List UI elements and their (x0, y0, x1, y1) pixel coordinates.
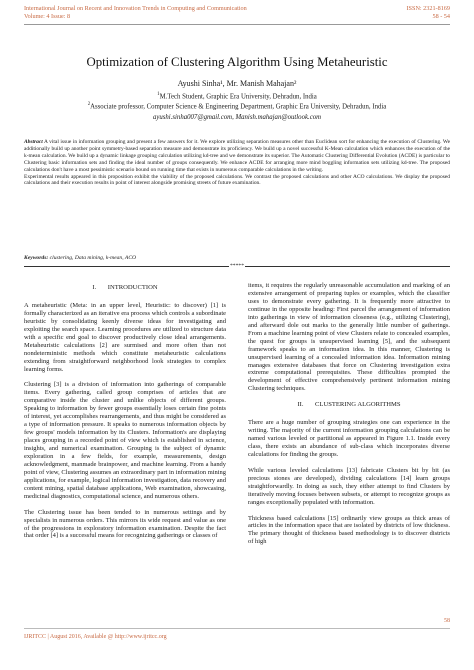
page-range: 58 - 54 (432, 13, 450, 20)
left-paragraph: A metaheuristic (Meta: in an upper level, Heuristic: to discover) [1] is formally characterized as an iterative era process which controls a subordinate heuristic by consolidating keenly diverse ideas for investigating and exploiting the search space. Learning procedures are utilized to structure data with a specific end goal to discover productively close ideal arrangements. Metaheuristic calculations [2] are surmised and more often than not nondeterministic methods which constitute metaheuristic calculations extending from straightforward neighborhood look strategies to complex learning forms. (24, 301, 226, 373)
affiliation-1 (0, 92, 474, 100)
section-heading-introduction: I. INTRODUCTION (92, 284, 158, 291)
journal-volume: Volume: 4 Issue: 8 (24, 13, 71, 20)
journal-name: International Journal on Recent and Innovation Trends in Computing and Communication (24, 5, 247, 12)
separator-stars: ***** (230, 263, 244, 269)
page-number: 58 (444, 618, 450, 624)
keywords-label: Keywords: (24, 255, 49, 261)
abstract-label: Abstract (24, 139, 43, 145)
abstract-paragraph-1 (24, 139, 450, 174)
keywords-text: clustering, Data mining, k-mean, ACO (49, 255, 137, 261)
left-column (24, 282, 226, 548)
author-list: Ayushi Sinha¹, Mr. Manish Mahajan² (177, 79, 297, 88)
affiliation-2-text: Associate professor, Computer Science & Engineering Department, Graphic Era University, Dehradun, India (90, 103, 387, 111)
affiliation-1-text: M.Tech Student, Graphic Era University, Dehradun, India (159, 93, 317, 101)
left-paragraph: The Clustering issue has been tended to in numerous settings and by specialists in numerous orders. This mirrors its wide request and value as one of the progressions in exploratory information examination. Despite the fact that order [4] is a successful means for recognizing gatherings or classes of (24, 508, 226, 540)
right-paragraph: There are a huge number of grouping strategies one can experience in the writing. The majority of the current information grouping calculations can be named various leveled or partitional as appeared in Figure 1.1. Inside every class, there exists an abundance of sub-class which incorporates diverse calculations for finding the groups. (248, 419, 450, 458)
header-rule (24, 24, 450, 25)
left-paragraph: Clustering [3] is a division of information into gatherings of comparable items. Every gathering, called group comprises of articles that are comparative inside the cluster and unlike objects of different groups. Speaking to information by fewer groups essentially loses certain fine points of interest, yet accomplishes rearrangements, and thus might be considered as a type of information pressure. It speaks to numerous information objects by few groups' models information by its Clusters. Information's are displaying places grouping in a recorded point of view which is established in science, insights, and numerical examination. Grouping is the subject of dynamic exploration in a few fields, for example, measurements, design acknowledgment, manmade brainpower, and machine learning. From a handy point of view, Clustering assumes an extraordinary part in information mining applications, for example, logical information investigation, data recovery and content mining, spatial database applications, Web examination, showcasing, medicinal diagnostics, computational science, and numerous others. (24, 381, 226, 500)
right-paragraph: While various leveled calculations [13] fabricate Clusters bit by bit (as precious stones are developed), dividing calculations [14] learn groups straightforwardly. In doing as such, they either attempt to find Clusters by iteratively moving focuses between subsets, or attempt to recognize groups as ranges exceptionally populated with information. (248, 466, 450, 506)
abstract-separator (24, 262, 450, 270)
abstract (24, 139, 450, 187)
section-heading-clustering: II. CLUSTERING ALGORITHMS (297, 401, 401, 409)
affiliation-2 (0, 102, 474, 110)
paper-title: Optimization of Clustering Algorithm Using Metaheuristic (86, 55, 388, 69)
right-paragraph: Thickness based calculations [15] ordinarily view groups as thick areas of articles in the information space that are isolated by districts of low thickness. The primary thought of thickness based methodology is to discover districts of high (248, 514, 450, 546)
author-emails: ayushi.sinha007@gmail.com, Manish.mahajan@outlook.com (152, 114, 322, 121)
issn-header (407, 5, 451, 21)
abstract-text-1: A vital issue in information grouping and present a few answers for it. We explore utilizing separation measures other than Euclidean sort for enhancing the execution of Clustering. We additionally build up another point symmetry-based separation measure and demonstrate its proficiency. We build up a novel successful K-Mean calculation which enhances the execution of the k-mean calculation. We build up a dynamic linkage grouping calculation utilizing kd-tree and we demonstrate its superior. The Automatic Clustering Differential Evolution (ACDE) is particular to Clustering basic information sets and finding the ideal number of groups consequently. We enhance ACDE for arranging more mind boggling information sets utilizing kd-tree. The proposed calculations don't have a most pessimistic scenario bound on running time that exists in numerous comparable calculations in the writing. (24, 139, 450, 173)
affiliation-2-number: 2 (87, 102, 91, 107)
footer-rule (24, 628, 450, 629)
abstract-paragraph-2: Experimental results appeared in this proposition exhibit the viability of the proposed calculations. We contrast the proposed calculations and other ACO calculations. We display the proposed calculations and their execution results in point of interest alongside promising streets of future examination. (24, 173, 450, 187)
issn-number: ISSN: 2321-8169 (406, 5, 450, 12)
affiliation-1-number: 1 (157, 92, 160, 97)
footer-text: IJRITCC | August 2016, Available @ http://www.ijritcc.org (24, 634, 167, 640)
right-paragraph: items, it requires the regularly unreasonable accumulation and marking of an extensive arrangement of preparing tuples or examples, which the classifier uses to demonstrate every gathering. It is frequently more attractive to continue in the opposite heading: First parcel the arrangement of information into gatherings in view of information closeness (e.g., utilizing Clustering), and afterward dole out marks to the generally little number of gatherings. From a machine learning point of view Clusters relate to concealed examples, the quest for groups is unsupervised learning [5], and the subsequent framework speaks to an information idea. In this manner, Clustering is unsupervised learning of a concealed information idea. Information mining manages extensive databases that force on Clustering investigation extra extreme computational prerequisites. These difficulties prompted the development of effective comprehensively pertinent information mining Clustering techniques. (248, 282, 450, 393)
keywords (24, 255, 136, 261)
right-column (248, 282, 450, 554)
journal-header (24, 5, 247, 21)
